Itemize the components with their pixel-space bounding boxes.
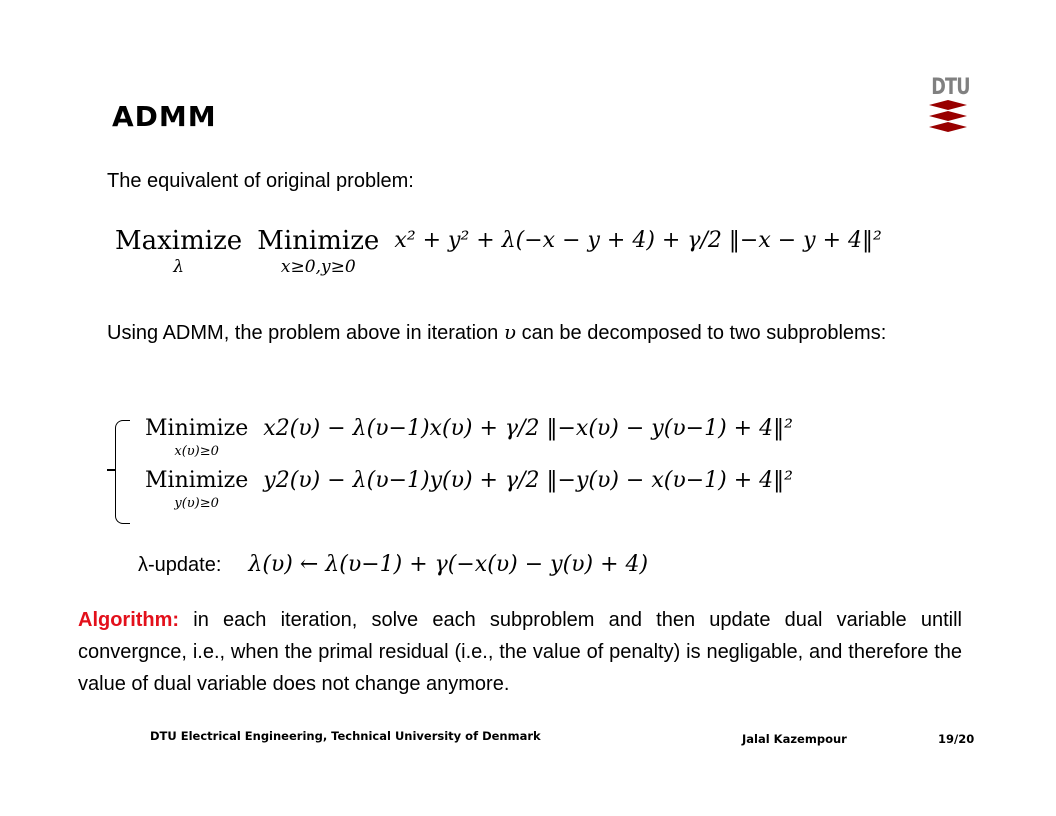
lambda-update-label: λ-update:: [138, 554, 222, 576]
subproblem-x: [145, 416, 793, 461]
algorithm-label: Algorithm:: [78, 609, 180, 631]
subproblem-x-expression: x2(υ) − λ(υ−1)x(υ) + γ/2 ‖−x(υ) − y(υ−1) + 4‖²: [263, 416, 793, 441]
maximize-operator: Maximize λ: [115, 226, 243, 277]
subproblem-x-operator: Minimize x(υ)≥0: [145, 416, 249, 459]
main-equation: [115, 226, 882, 282]
decomposition-paragraph: [107, 316, 947, 349]
intro-text: The equivalent of original problem:: [107, 170, 414, 192]
algorithm-paragraph: [78, 604, 962, 700]
paragraph-end: can be decomposed to two subproblems:: [516, 322, 887, 344]
brace-tip: [107, 469, 115, 471]
slide-title: ADMM: [112, 100, 217, 133]
footer-author: Jalal Kazempour: [742, 732, 847, 746]
page-number: 19/20: [938, 732, 975, 746]
lambda-update: [138, 552, 648, 577]
subproblem-y-operator: Minimize y(υ)≥0: [145, 468, 249, 511]
paragraph-start: Using ADMM, the problem above in iteration: [107, 322, 504, 344]
main-expression: x² + y² + λ(−x − y + 4) + γ/2 ‖−x − y + 4‖²: [394, 228, 882, 253]
iteration-symbol: υ: [503, 320, 517, 344]
subproblem-brace: [115, 420, 130, 524]
subproblem-y: [145, 468, 793, 513]
dtu-logo: [927, 77, 969, 135]
lambda-update-expression: λ(υ) ← λ(υ−1) + γ(−x(υ) − y(υ) + 4): [248, 552, 649, 577]
subproblem-y-expression: y2(υ) − λ(υ−1)y(υ) + γ/2 ‖−y(υ) − x(υ−1) + 4‖²: [263, 468, 793, 493]
logo-text: DTU: [931, 75, 970, 100]
dtu-waves-icon: [927, 99, 969, 133]
minimize-operator: Minimize x≥0,y≥0: [257, 226, 380, 277]
footer-department: DTU Electrical Engineering, Technical University of Denmark: [150, 729, 541, 743]
algorithm-text: in each iteration, solve each subproblem and then update dual variable untill convergnce, i.e., when the primal residual (i.e., the value of penalty) is negligable, and therefore the value of dual variable does not change anymore.: [78, 609, 962, 695]
